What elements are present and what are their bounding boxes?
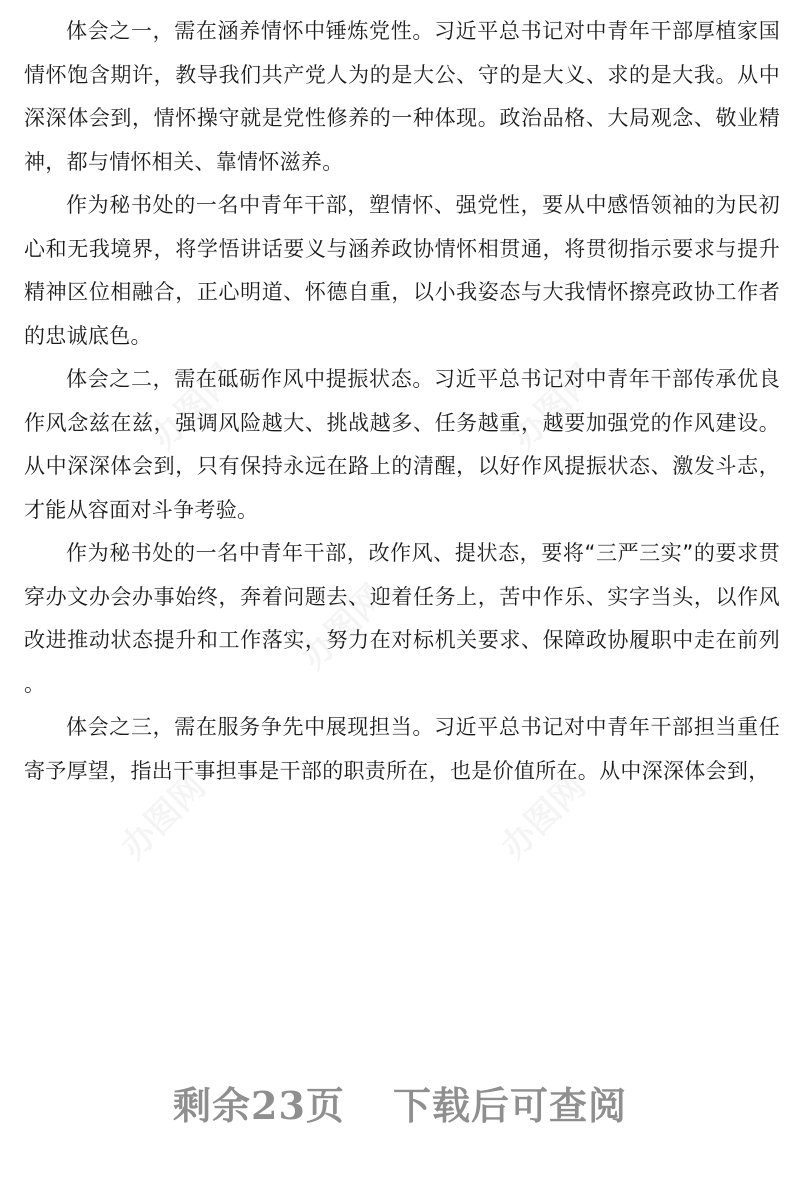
download-prompt[interactable] <box>0 1075 800 1130</box>
paragraph-1: 体会之一，需在涵养情怀中锤炼党性。习近平总书记对中青年干部厚植家国情怀饱含期许，教导我们共产党人为的是大公、守的是大义、求的是大我。从中深深体会到，情怀操守就是党性修养的一种体现。政治品格、大局观念、敬业精神，都与情怀相关、靠情怀滋养。 <box>24 19 780 174</box>
document-body <box>24 10 780 793</box>
download-hint-label: 下载后可查阅 <box>392 1083 627 1128</box>
remaining-pages-label: 剩余23页 <box>173 1083 345 1128</box>
paragraph-3: 体会之二，需在砥砺作风中提振状态。习近平总书记对中青年干部传承优良作风念兹在兹，强调风险越大、挑战越多、任务越重，越要加强党的作风建设。从中深深体会到，只有保持永远在路上的清醒，以好作风提振状态、激发斗志，才能从容面对斗争考验。 <box>24 367 780 522</box>
paragraph-5: 体会之三，需在服务争先中展现担当。习近平总书记对中青年干部担当重任寄予厚望，指出干事担事是干部的职责所在，也是价值所在。从中深深体会到， <box>24 715 780 783</box>
paragraph-4: 作为秘书处的一名中青年干部，改作风、提状态，要将“三严三实”的要求贯穿办文办会办事始终，奔着问题去、迎着任务上，苦中作乐、实字当头，以作风改进推动状态提升和工作落实，努力在对标机关要求、保障政协履职中走在前列。 <box>24 541 780 696</box>
paragraph-2: 作为秘书处的一名中青年干部，塑情怀、强党性，要从中感悟领袖的为民初心和无我境界，将学悟讲话要义与涵养政协情怀相贯通，将贯彻指示要求与提升精神区位相融合，正心明道、怀德自重，以小我姿态与大我情怀擦亮政协工作者的忠诚底色。 <box>24 193 780 348</box>
